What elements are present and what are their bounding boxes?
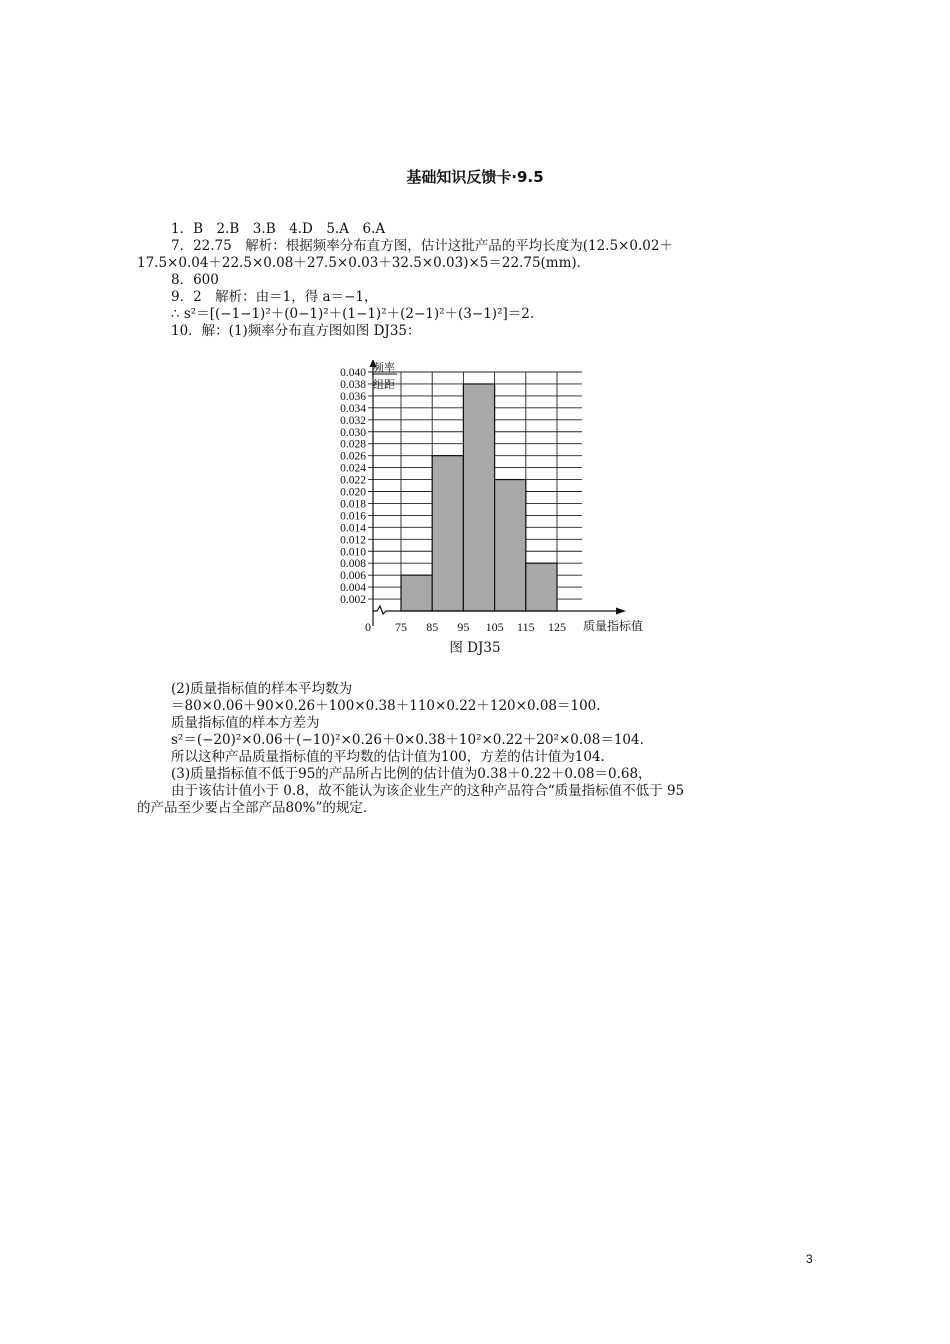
part2-variance-heading: 质量指标值的样本方差为 — [171, 715, 320, 731]
x-tick-label: 115 — [517, 620, 535, 634]
answer-line-7-cont: 17.5×0.04＋22.5×0.08＋27.5×0.03＋32.5×0.03)×5＝22.75(mm)． — [137, 255, 591, 271]
y-tick-label: 0.018 — [340, 498, 366, 511]
origin-label: 0 — [365, 620, 371, 634]
y-tick-label: 0.030 — [340, 426, 366, 439]
part2-heading: (2)质量指标值的样本平均数为 — [171, 681, 353, 697]
x-axis-label: 质量指标值 — [583, 619, 644, 633]
histogram-svg — [320, 360, 660, 635]
answer-line-1: 1．B 2.B 3.B 4.D 5.A 6.A — [171, 221, 386, 237]
answer-line-9-formula: ∴ s²＝[(−1−1)²＋(0−1)²＋(1−1)²＋(2−1)²＋(3−1)²]＝2. — [171, 306, 535, 322]
figure-caption: 图 DJ35 — [449, 640, 501, 656]
y-axis-label-bottom: 组距 — [373, 379, 395, 391]
answer-line-9: 9．2 解析：由＝1，得 a＝−1， — [171, 289, 378, 305]
part3-reason: 由于该估计值小于 0.8，故不能认为该企业生产的这种产品符合“质量指标值不低于 95 — [171, 783, 685, 799]
x-tick-label: 125 — [548, 620, 566, 634]
histogram-bar — [463, 384, 494, 611]
y-tick-label: 0.010 — [340, 546, 366, 559]
y-tick-label: 0.032 — [340, 414, 366, 427]
y-tick-label: 0.024 — [340, 462, 366, 475]
y-tick-label: 0.016 — [340, 510, 366, 523]
y-tick-label: 0.026 — [340, 450, 366, 463]
x-tick-label: 75 — [395, 620, 407, 634]
y-tick-label: 0.022 — [340, 474, 366, 487]
part3-reason-cont: 的产品至少要占全部产品80%”的规定． — [137, 800, 377, 816]
part2-conclusion: 所以这种产品质量指标值的平均数的估计值为100，方差的估计值为104. — [171, 749, 605, 765]
histogram-bar — [432, 456, 463, 611]
answer-line-8: 8．600 — [171, 272, 219, 288]
y-tick-label: 0.002 — [340, 594, 366, 607]
page-number: 3 — [806, 1252, 813, 1266]
y-tick-label: 0.028 — [340, 438, 366, 451]
y-tick-label: 0.040 — [340, 367, 366, 379]
y-tick-label: 0.004 — [340, 582, 366, 595]
x-tick-label: 95 — [457, 620, 470, 634]
y-tick-label: 0.034 — [340, 402, 366, 415]
y-tick-label: 0.014 — [340, 522, 366, 535]
part2-variance: s²＝(−20)²×0.06＋(−10)²×0.26＋0×0.38＋10²×0.22＋20²×0.08＝104. — [171, 732, 644, 748]
histogram-bar — [526, 563, 557, 611]
y-tick-label: 0.008 — [340, 558, 366, 571]
histogram-bar — [401, 575, 432, 611]
x-tick-label: 105 — [485, 620, 504, 634]
answer-line-7: 7．22.75 解析：根据频率分布直方图，估计这批产品的平均长度为(12.5×0.02＋ — [171, 238, 673, 254]
y-tick-label: 0.012 — [340, 534, 366, 547]
part3-estimate: (3)质量指标值不低于95的产品所占比例的估计值为0.38＋0.22＋0.08＝0.68， — [171, 766, 652, 782]
y-tick-label: 0.006 — [340, 570, 366, 583]
page-title: 基础知识反馈卡·9.5 — [406, 168, 544, 186]
answer-line-10: 10．解：(1)频率分布直方图如图 DJ35： — [171, 323, 421, 339]
x-tick-label: 85 — [426, 620, 439, 634]
y-axis-label-top: 频率 — [373, 362, 395, 374]
y-tick-label: 0.038 — [340, 378, 366, 391]
part2-mean: ＝80×0.06＋90×0.26＋100×0.38＋110×0.22＋120×0.08＝100. — [171, 698, 601, 714]
x-axis-arrow — [616, 608, 626, 615]
y-tick-label: 0.036 — [340, 390, 366, 403]
histogram-bar — [495, 480, 526, 611]
histogram-chart — [320, 360, 660, 639]
y-tick-label: 0.020 — [340, 486, 366, 499]
